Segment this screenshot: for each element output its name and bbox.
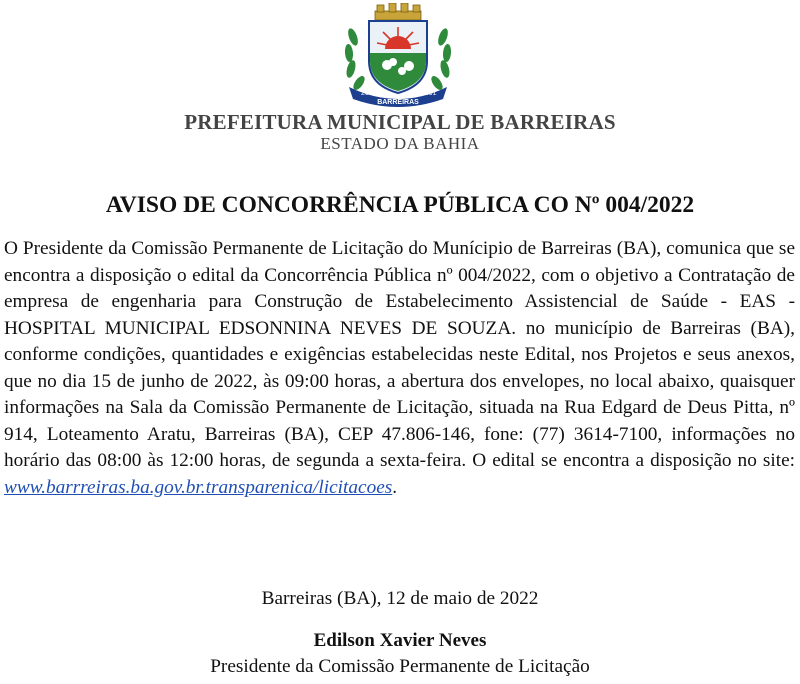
municipality-title: PREFEITURA MUNICIPAL DE BARREIRAS	[184, 110, 616, 134]
signer-role: Presidente da Comissão Permanente de Licitação	[210, 656, 590, 677]
date-line: Barreiras (BA), 12 de maio de 2022	[261, 588, 539, 609]
notice-body-text: O Presidente da Comissão Permanente de Licitação do Munícipio de Barreiras (BA), comunica que se encontra a disposição o edital da Concorrência Pública nº 004/2022, com o objetivo a Contratação de empresa de engenharia para Construção de Estabelecimento Assistencial de Saúde - EAS - HOSPITAL MUNICIPAL EDSONNINA NEVES DE SOUZA. no município de Barreiras (BA), conforme condições, quantidades e exigências estabelecidas neste Edital, nos Projetos e seus anexos, que no dia 15 de junho de 2022, às 09:00 horas, a abertura dos envelopes, no local abaixo, quaisquer informações na Sala da Comissão Permanente de Licitação, situada na Rua Edgard de Deus Pitta, nº 914, Loteamento Aratu, Barreiras (BA), CEP 47.806-146, fone: (77) 3614-7100, informações no horário das 08:00 às 12:00 horas, de segunda a sexta-feira. O edital se encontra a disposição no site:	[4, 238, 795, 471]
notice-body	[4, 236, 795, 501]
website-link[interactable]: www.barrreiras.ba.gov.br.transparenica/licitacoes	[4, 476, 393, 498]
coat-of-arms-seal	[339, 3, 457, 107]
svg-text:26/05: 26/05	[361, 90, 379, 97]
state-subtitle: ESTADO DA BAHIA	[320, 134, 480, 153]
svg-text:BARREIRAS: BARREIRAS	[377, 99, 419, 106]
svg-text:1891: 1891	[421, 90, 437, 97]
link-period: .	[392, 476, 398, 498]
signer-name: Edilson Xavier Neves	[313, 630, 487, 651]
notice-title: AVISO DE CONCORRÊNCIA PÚBLICA CO Nº 004/2022	[105, 192, 695, 218]
